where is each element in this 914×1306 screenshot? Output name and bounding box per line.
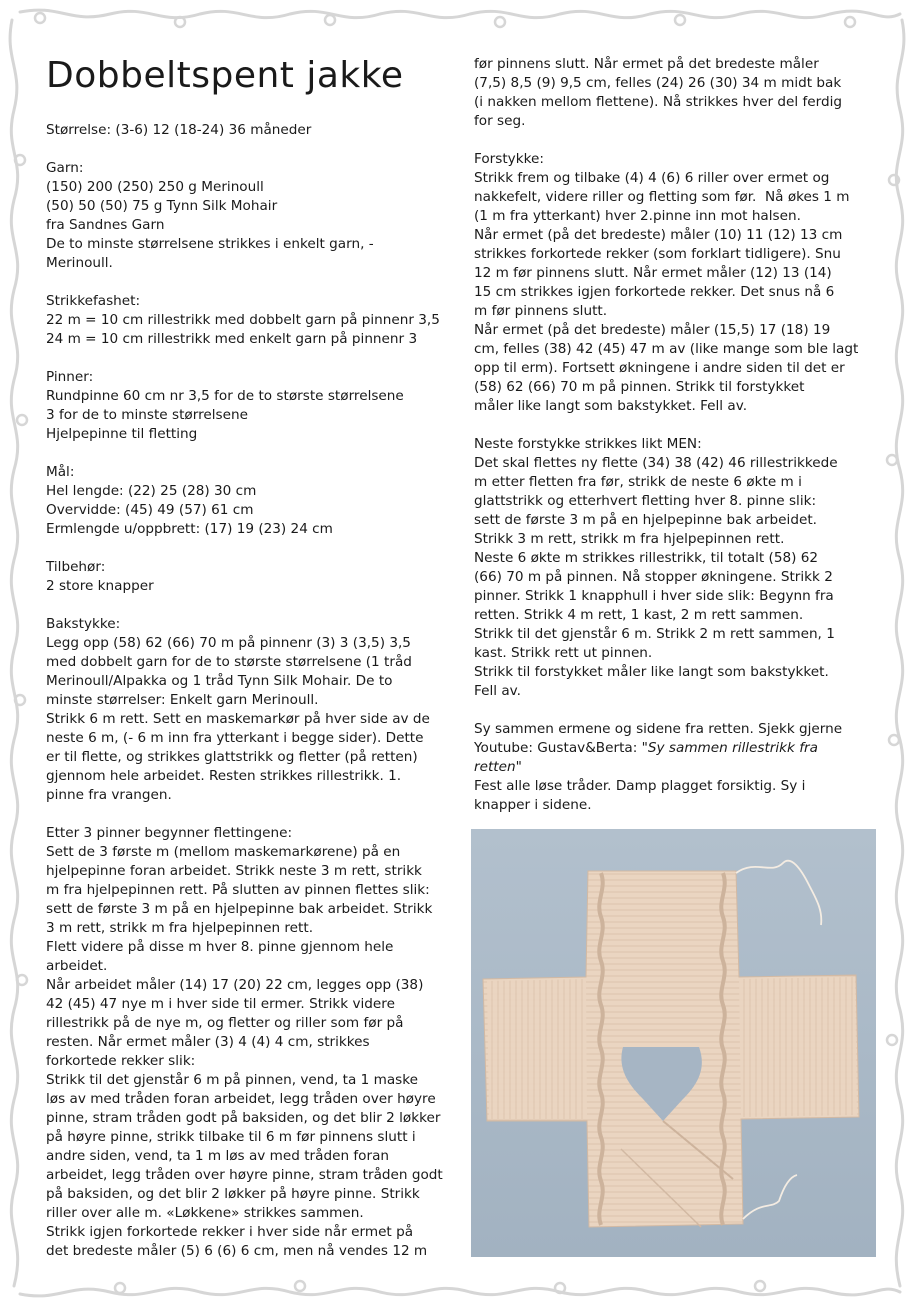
text-line: løs av med tråden foran arbeidet, legg tråden over høyre [46, 1091, 436, 1107]
text-line: Neste forstykke strikkes likt MEN: [474, 436, 702, 452]
text-block [46, 121, 460, 140]
text-line: rillestrikk på de nye m, og fletter og riller som før på [46, 1015, 404, 1031]
video-title-cont: retten" [474, 759, 522, 775]
youtube-ref: Youtube: Gustav&Berta: [474, 740, 642, 756]
text-line: 12 m før pinnens slutt. Når ermet måler (12) 13 (14) [474, 265, 832, 281]
text-line: pinner. Strikk 1 knapphull i hver side slik: Begynn fra [474, 588, 834, 604]
text-block [46, 159, 460, 273]
text-line: med dobbelt garn for de to største størrelsene (1 tråd [46, 654, 412, 670]
finishing-line [474, 739, 874, 758]
text-line: (66) 70 m på pinnen. Nå stopper økningene. Strikk 2 [474, 569, 833, 585]
text-block [46, 558, 460, 596]
text-line: Ermlengde u/oppbrett: (17) 19 (23) 24 cm [46, 521, 333, 537]
text-line: 15 cm strikkes igjen forkortede rekker. Det snus nå 6 [474, 284, 835, 300]
text-line: neste 6 m, (- 6 m inn fra ytterkant i begge sider). Dette [46, 730, 424, 746]
text-line: Strikk 6 m rett. Sett en maskemarkør på hver side av de [46, 711, 430, 727]
text-line: på høyre pinne, strikk tilbake til 6 m før pinnens slutt i [46, 1129, 416, 1145]
text-line: Når arbeidet måler (14) 17 (20) 22 cm, legges opp (38) [46, 977, 424, 993]
text-line: Sett de 3 første m (mellom maskemarkørene) på en [46, 844, 401, 860]
text-line: arbeidet. [46, 958, 108, 974]
text-line: Strikk til forstykket måler like langt som bakstykket. [474, 664, 829, 680]
text-line: det bredeste måler (5) 6 (6) 6 cm, men nå vendes 12 m [46, 1243, 428, 1259]
text-line: kast. Strikk rett ut pinnen. [474, 645, 653, 661]
text-line: andre siden, vend, ta 1 m løs av med tråden foran [46, 1148, 390, 1164]
text-line: glattstrikk og etterhvert fletting hver 8. pinne slik: [474, 493, 817, 509]
finishing-line: knapper i sidene. [474, 797, 592, 813]
text-line: Merinoull/Alpakka og 1 tråd Tynn Silk Mohair. De to [46, 673, 393, 689]
text-block [474, 150, 874, 416]
text-block [474, 55, 874, 131]
garment-photo [471, 829, 876, 1257]
text-block [46, 463, 460, 539]
text-line: nakkefelt, videre riller og fletting som før. Nå økes 1 m [474, 189, 850, 205]
text-line: for seg. [474, 113, 526, 129]
text-line: Bakstykke: [46, 616, 121, 632]
text-line: pinne fra vrangen. [46, 787, 172, 803]
text-line: (i nakken mellom flettene). Nå strikkes hver del ferdig [474, 94, 842, 110]
text-line: Når ermet (på det bredeste) måler (15,5) 17 (18) 19 [474, 322, 831, 338]
text-line: (50) 50 (50) 75 g Tynn Silk Mohair [46, 198, 278, 214]
text-block [46, 615, 460, 805]
text-line: Rundpinne 60 cm nr 3,5 for de to største størrelsene [46, 388, 404, 404]
text-line: m etter fletten fra før, strikk de neste 6 økte m i [474, 474, 802, 490]
text-line: Tilbehør: [46, 559, 106, 575]
text-line: Garn: [46, 160, 84, 176]
text-block [46, 292, 460, 349]
text-line: 2 store knapper [46, 578, 154, 594]
text-line: resten. Når ermet måler (3) 4 (4) 4 cm, strikkes [46, 1034, 370, 1050]
text-line: Etter 3 pinner begynner flettingene: [46, 825, 293, 841]
text-line: gjennom hele arbeidet. Resten strikkes rillestrikk. 1. [46, 768, 402, 784]
text-line: Flett videre på disse m hver 8. pinne gjennom hele [46, 939, 394, 955]
text-line: riller over alle m. «Løkkene» strikkes sammen. [46, 1205, 364, 1221]
left-column [46, 121, 460, 1280]
text-line: arbeidet, legg tråden over høyre pinne, stram tråden godt [46, 1167, 443, 1183]
text-line: Mål: [46, 464, 75, 480]
text-line: Hjelpepinne til fletting [46, 426, 198, 442]
text-line: (1 m fra ytterkant) hver 2.pinne inn mot halsen. [474, 208, 801, 224]
text-line: Forstykke: [474, 151, 544, 167]
text-line: forkortede rekker slik: [46, 1053, 196, 1069]
text-line: Legg opp (58) 62 (66) 70 m på pinnenr (3) 3 (3,5) 3,5 [46, 635, 411, 651]
text-line: 42 (45) 47 nye m i hver side til ermer. Strikk videre [46, 996, 395, 1012]
text-block [46, 368, 460, 444]
text-line: Strikk igjen forkortede rekker i hver side når ermet på [46, 1224, 414, 1240]
text-block [46, 824, 460, 1261]
text-line: De to minste størrelsene strikkes i enkelt garn, - [46, 236, 374, 252]
text-line: minste størrelser: Enkelt garn Merinoull. [46, 692, 319, 708]
text-line: før pinnens slutt. Når ermet på det bredeste måler [474, 56, 819, 72]
text-line: fra Sandnes Garn [46, 217, 165, 233]
text-line: opp til erm). Fortsett økningene i andre siden til det er [474, 360, 845, 376]
text-line: Overvidde: (45) 49 (57) 61 cm [46, 502, 254, 518]
text-line: 22 m = 10 cm rillestrikk med dobbelt garn på pinnenr 3,5 [46, 312, 440, 328]
video-title: "Sy sammen rillestrikk fra [641, 740, 818, 756]
text-line: sett de første 3 m på en hjelpepinne bak arbeidet. Strikk [46, 901, 433, 917]
text-line: Strikk til det gjenstår 6 m. Strikk 2 m rett sammen, 1 [474, 626, 835, 642]
text-line: Det skal flettes ny flette (34) 38 (42) 46 rillestrikkede [474, 455, 838, 471]
text-line: m fra hjelpepinnen rett. På slutten av pinnen flettes slik: [46, 882, 430, 898]
text-line: Hel lengde: (22) 25 (28) 30 cm [46, 483, 257, 499]
right-column [474, 55, 874, 834]
finishing-line: Sy sammen ermene og sidene fra retten. Sjekk gjerne [474, 721, 843, 737]
text-line: (150) 200 (250) 250 g Merinoull [46, 179, 264, 195]
text-line: Merinoull. [46, 255, 113, 271]
text-line: på baksiden, og det blir 2 løkker på høyre pinne. Strikk [46, 1186, 420, 1202]
right-column-blocks [474, 55, 874, 701]
text-line: 3 for de to minste størrelsene [46, 407, 248, 423]
text-line: (58) 62 (66) 70 m på pinnen. Strikk til forstykket [474, 379, 805, 395]
finishing-line: Fest alle løse tråder. Damp plagget forsiktig. Sy i [474, 778, 806, 794]
text-line: pinne, stram tråden godt på baksiden, og det blir 2 løkker [46, 1110, 441, 1126]
text-line: m før pinnens slutt. [474, 303, 608, 319]
text-line: retten. Strikk 4 m rett, 1 kast, 2 m rett sammen. [474, 607, 804, 623]
finishing-block [474, 720, 874, 815]
page-title: Dobbeltspent jakke [46, 55, 404, 96]
text-block [474, 435, 874, 701]
text-line: Fell av. [474, 683, 521, 699]
text-line: Når ermet (på det bredeste) måler (10) 11 (12) 13 cm [474, 227, 843, 243]
text-line: Strikk til det gjenstår 6 m på pinnen, vend, ta 1 maske [46, 1072, 418, 1088]
text-line: cm, felles (38) 42 (45) 47 m av (like mange som ble lagt [474, 341, 859, 357]
text-line: sett de første 3 m på en hjelpepinne bak arbeidet. [474, 512, 817, 528]
text-line: Størrelse: (3-6) 12 (18-24) 36 måneder [46, 122, 312, 138]
text-line: måler like langt som bakstykket. Fell av. [474, 398, 748, 414]
text-line: 3 m rett, strikk m fra hjelpepinnen rett. [46, 920, 314, 936]
text-line: Neste 6 økte m strikkes rillestrikk, til totalt (58) 62 [474, 550, 819, 566]
text-line: er til flette, og strikkes glattstrikk og fletter (på retten) [46, 749, 418, 765]
text-line: Strikkefashet: [46, 293, 141, 309]
text-line: strikkes forkortede rekker (som forklart tidligere). Snu [474, 246, 841, 262]
text-line: 24 m = 10 cm rillestrikk med enkelt garn på pinnenr 3 [46, 331, 418, 347]
text-line: Strikk frem og tilbake (4) 4 (6) 6 riller over ermet og [474, 170, 830, 186]
text-line: Pinner: [46, 369, 94, 385]
text-line: (7,5) 8,5 (9) 9,5 cm, felles (24) 26 (30) 34 m midt bak [474, 75, 842, 91]
text-line: hjelpepinne foran arbeidet. Strikk neste 3 m rett, strikk [46, 863, 422, 879]
text-line: Strikk 3 m rett, strikk m fra hjelpepinnen rett. [474, 531, 785, 547]
